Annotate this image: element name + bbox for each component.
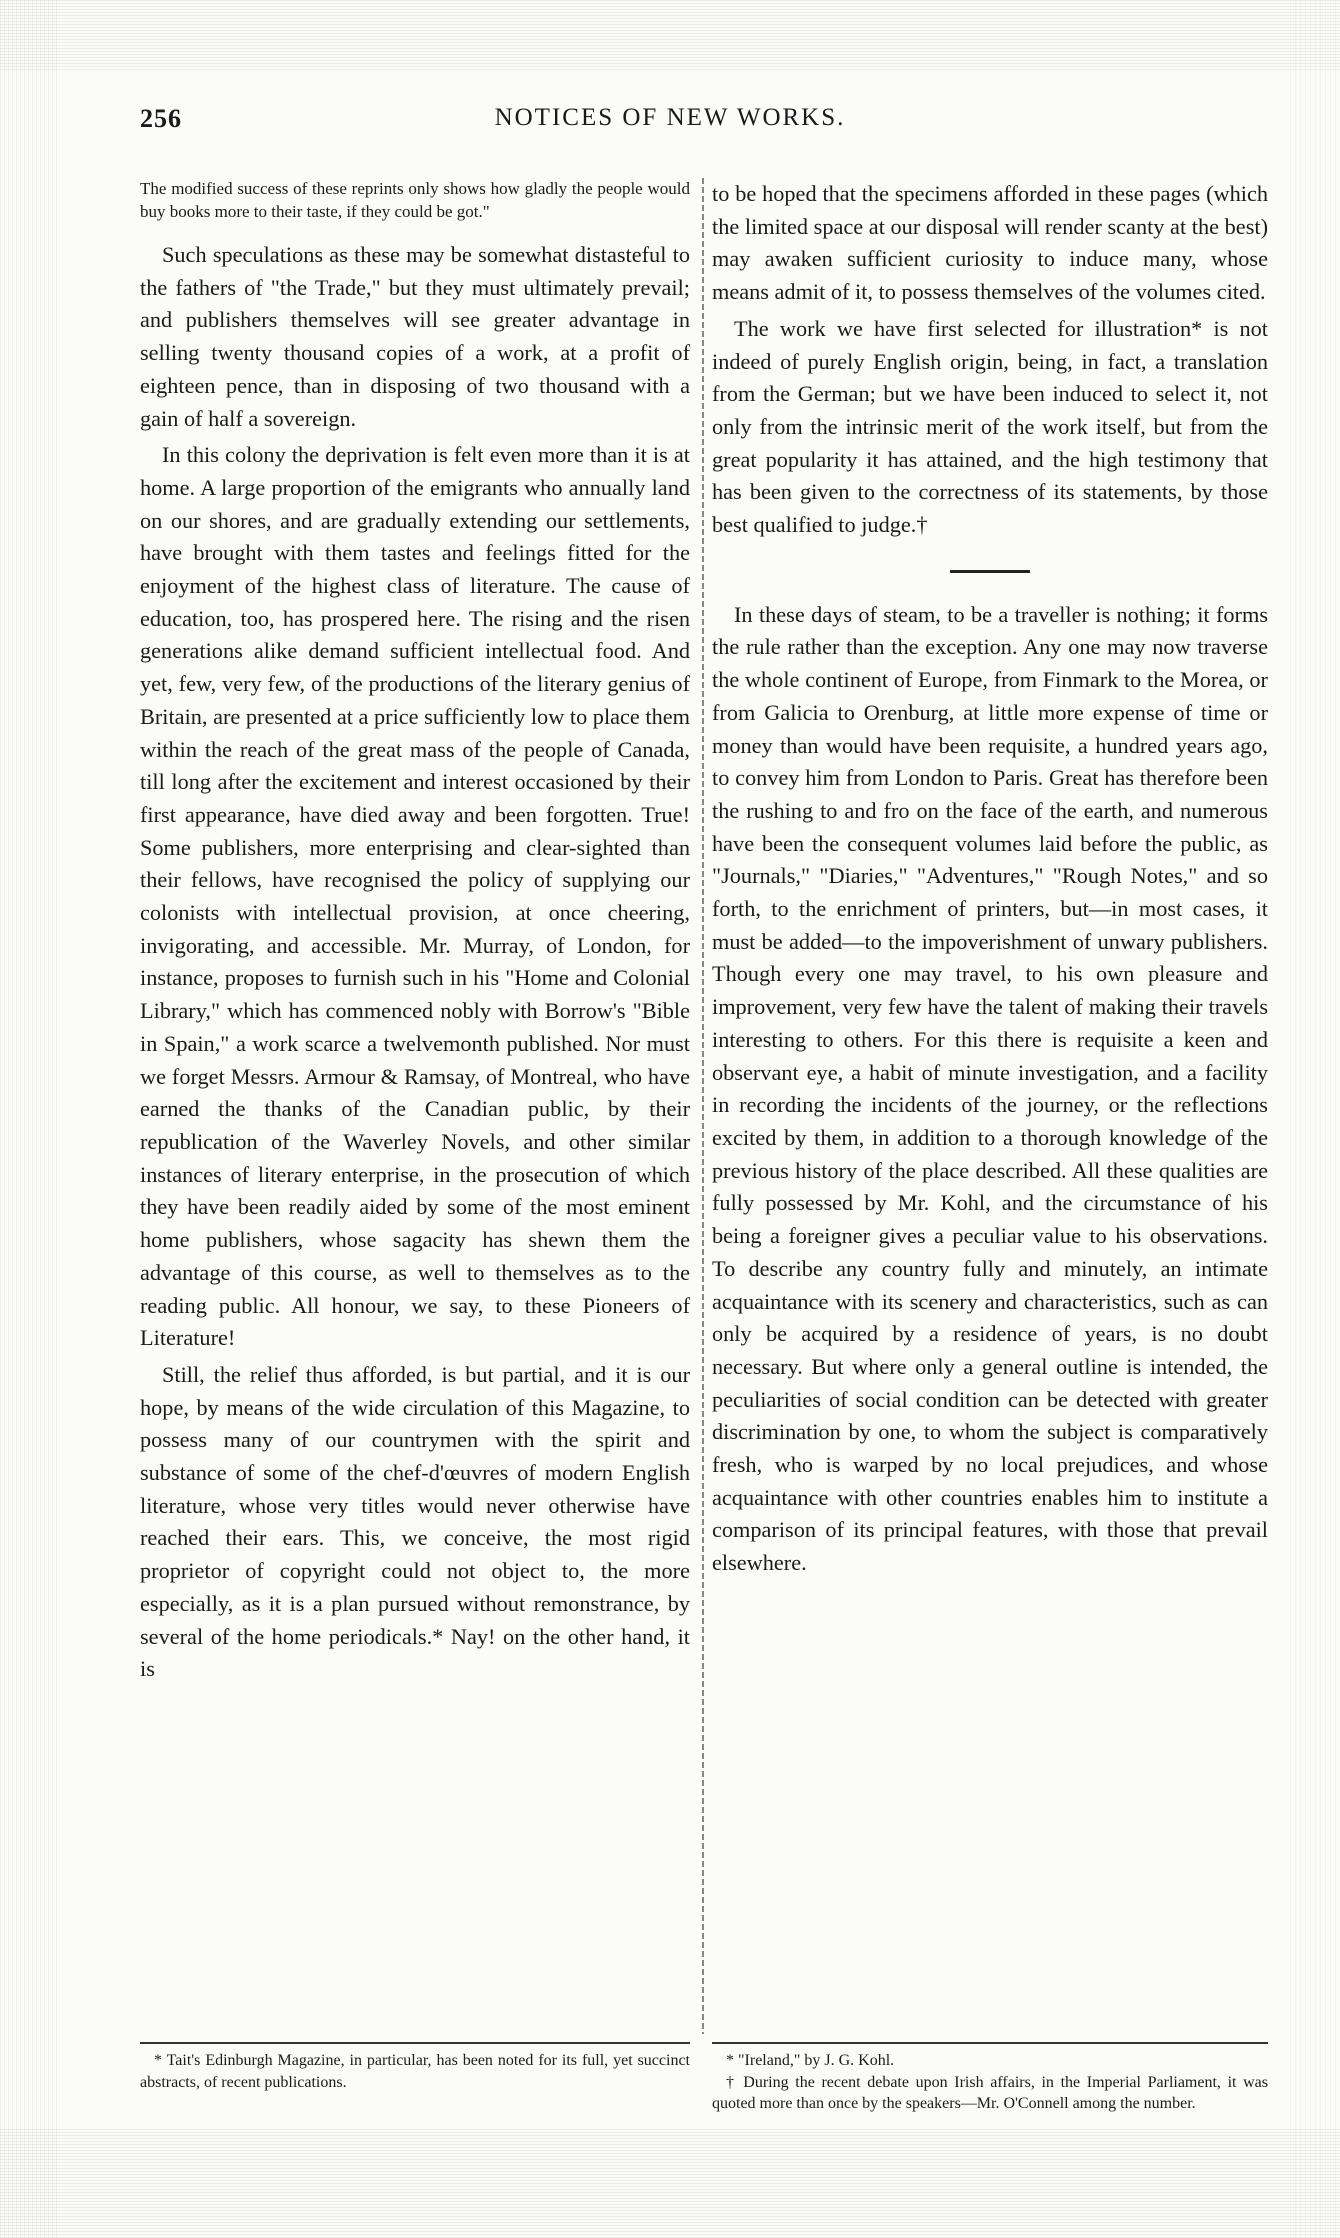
paragraph: In these days of steam, to be a traveller is nothing; it forms the rule rather than the exception. Any one may now traverse the whole continent of Europe, from Finmark to the Morea, or from Galicia to Orenburg, at little more expense of time or money than would have been requisite, a hundred years ago, to convey him from London to Paris. Great has therefore been the rushing to and fro on the face of the earth, and numerous have been the consequent volumes laid before the public, as "Journals," "Diaries," "Adventures," "Rough Notes," and so forth, to the enrichment of printers, but—in most cases, it must be added—to the impoverishment of unwary publishers. Though every one may travel, to his own pleasure and improvement, very few have the talent of making their travels interesting to others. For this there is requisite a keen and observant eye, a habit of minute investigation, and a facility in recording the incidents of the journey, or the reflections excited by them, in addition to a thorough knowledge of the previous history of the place described. All these qualities are fully possessed by Mr. Kohl, and the circumstance of his being a foreigner gives a peculiar value to his observations. To describe any country fully and minutely, an intimate acquaintance with its scenery and characteristics, such as can only be acquired by a residence of years, is no doubt necessary. But where only a general outline is intended, the peculiarities of social condition can be detected with greater discrimination by one, to whom the subject is comparatively fresh, who is warped by no local prejudices, and whose acquaintance with other countries enables him to institute a comparison of its principal features, with those that prevail elsewhere. [712,601,1268,1576]
column-divider [702,178,704,2034]
paragraph: The work we have first selected for illustration* is not indeed of purely English origin, being, in fact, a translation from the German; but we have been induced to select it, not only from the intrinsic merit of the work itself, but from the great popularity it has attained, and the high testimony that has been given to the correctness of its statements, by those best qualified to judge.† [712,315,1268,538]
page-header [140,104,1200,144]
running-title: NOTICES OF NEW WORKS. [494,104,846,131]
right-column [712,178,1268,1580]
footnotes-right [712,2042,1268,2115]
paragraph-continued: to be hoped that the specimens afforded in these pages (which the limited space at our disposal will render scanty at the best) may awaken sufficient curiosity to induce many, whose means admit of it, to possess themselves of the volumes cited. [712,181,1268,305]
scan-noise-top [0,0,1340,70]
left-column [140,178,690,1686]
footnote-rule [140,2042,690,2044]
footnote: † During the recent debate upon Irish affairs, in the Imperial Parliament, it was quoted more than once by the speakers—Mr. O'Connell among the number. [712,2073,1268,2112]
section-rule [950,570,1030,573]
paragraph: Such speculations as these may be somewhat distasteful to the fathers of "the Trade," but they must ultimately prevail; and publishers themselves will see greater advantage in selling twenty thousand copies of a work, at a profit of eighteen pence, than in disposing of two thousand with a gain of half a sovereign. [140,242,690,431]
footnote: * "Ireland," by J. G. Kohl. [726,2052,895,2069]
footnote-rule [712,2042,1268,2044]
page-number: 256 [140,104,182,133]
scan-noise-right [1290,0,1340,2238]
paragraph: Still, the relief thus afforded, is but partial, and it is our hope, by means of the wide circulation of this Magazine, to possess many of our countrymen with the spirit and substance of some of the chef-d'œuvres of modern English literature, whose very titles would never otherwise have reached their ears. This, we conceive, the most rigid proprietor of copyright could not object to, the more especially, as it is a plan pursued without remonstrance, by several of the home periodicals.* Nay! on the other hand, it is [140,1361,690,1682]
quote-tail: The modified success of these reprints only shows how gladly the people would buy books more to their taste, if they could be got." [140,179,690,221]
scan-noise-left [0,0,60,2238]
scan-noise-bottom [0,2128,1340,2238]
footnote: * Tait's Edinburgh Magazine, in particular, has been noted for its full, yet succinct abstracts, of recent publications. [140,2052,690,2091]
paragraph: In this colony the deprivation is felt even more than it is at home. A large proportion of the emigrants who annually land on our shores, and are gradually extending our settlements, have brought with them tastes and feelings fitted for the enjoyment of the highest class of literature. The cause of education, too, has prospered here. The rising and the risen generations alike demand sufficient intellectual food. And yet, few, very few, of the productions of the literary genius of Britain, are presented at a price sufficiently low to place them within the reach of the great mass of the people of Canada, till long after the excitement and interest occasioned by their first appearance, have died away and been forgotten. True! Some publishers, more enterprising and clear-sighted than their fellows, have recognised the policy of supplying our colonists with intellectual provision, at once cheering, invigorating, and accessible. Mr. Murray, of London, for instance, proposes to furnish such in his "Home and Colonial Library," which has commenced nobly with Borrow's "Bible in Spain," a work scarce a twelvemonth published. Nor must we forget Messrs. Armour & Ramsay, of Montreal, who have earned the thanks of the Canadian public, by their republication of the Waverley Novels, and other similar instances of literary enterprise, in the prosecution of which they have been readily aided by some of the most eminent home publishers, whose sagacity has shewn them the advantage of this course, as well to themselves as to the reading public. All honour, we say, to these Pioneers of Literature! [140,442,690,1351]
footnotes-left [140,2042,690,2093]
